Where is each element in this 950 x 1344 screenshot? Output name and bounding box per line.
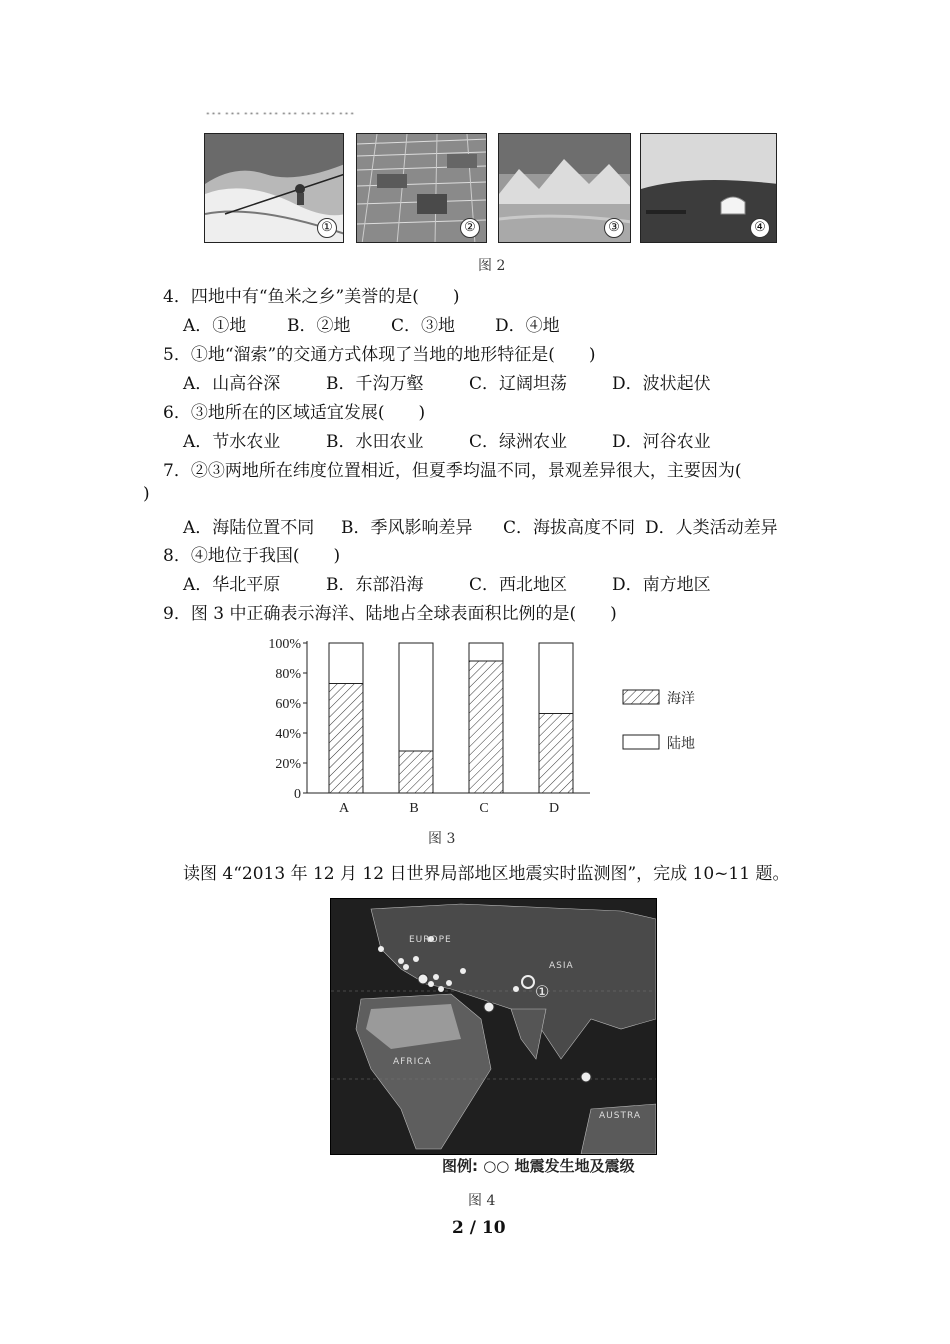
map-marker-1: ① bbox=[535, 982, 550, 1001]
option-c: C．③地 bbox=[391, 316, 456, 336]
option-c: C．海拔高度不同 bbox=[503, 518, 636, 538]
option-d: D．河谷农业 bbox=[612, 432, 711, 452]
option-b: B．东部沿海 bbox=[326, 575, 424, 595]
figure2-photo-3 bbox=[498, 133, 631, 243]
page-number: 2 / 10 bbox=[452, 1218, 506, 1238]
cropped-header-text: …………………… bbox=[205, 100, 357, 114]
legend-label-ocean: 海洋 bbox=[667, 691, 695, 707]
option-a: A．①地 bbox=[183, 316, 247, 336]
figure3-chart bbox=[255, 630, 725, 820]
bar-ocean bbox=[539, 714, 573, 794]
figure3-caption: 图 3 bbox=[428, 831, 456, 847]
question-4-stem: 4．四地中有“鱼米之乡”美誉的是( ) bbox=[163, 287, 460, 307]
question-5-options bbox=[183, 369, 711, 394]
intro-text: 读图 4“2013 年 12 月 12 日世界局部地区地震实时监测图”，完成 10~11 题。 bbox=[183, 864, 790, 884]
option-d: D．南方地区 bbox=[612, 575, 711, 595]
question-7-stem-continued: ) bbox=[143, 484, 150, 504]
figure2-photo-4 bbox=[640, 133, 777, 243]
option-c: C．绿洲农业 bbox=[469, 432, 568, 452]
option-d: D．④地 bbox=[495, 316, 560, 336]
figure2-caption: 图 2 bbox=[478, 258, 506, 274]
question-4-options bbox=[183, 311, 560, 336]
label-asia: ASIA bbox=[549, 961, 574, 971]
option-a: A．山高谷深 bbox=[183, 374, 281, 394]
option-b: B．季风影响差异 bbox=[341, 518, 473, 538]
y-tick-label: 20% bbox=[275, 757, 301, 772]
question-7-options bbox=[183, 513, 778, 538]
question-6-stem: 6．③地所在的区域适宜发展( ) bbox=[163, 403, 426, 423]
x-tick-label: B bbox=[409, 801, 419, 816]
bar-land bbox=[329, 643, 363, 684]
option-b: B．水田农业 bbox=[326, 432, 424, 452]
bar-land bbox=[539, 643, 573, 714]
option-a: A．海陆位置不同 bbox=[183, 518, 315, 538]
option-c: C．西北地区 bbox=[469, 575, 568, 595]
y-tick-label: 60% bbox=[275, 697, 301, 712]
figure2-photo-1 bbox=[204, 133, 344, 243]
bar-land bbox=[469, 643, 503, 661]
legend-swatch-land bbox=[623, 735, 659, 749]
photo-number-1: ① bbox=[317, 218, 337, 238]
question-7-stem: 7．②③两地所在纬度位置相近，但夏季均温不同，景观差异很大，主要因为( bbox=[163, 461, 742, 481]
option-b: B．千沟万壑 bbox=[326, 374, 424, 394]
x-tick-label: D bbox=[548, 801, 560, 816]
option-b: B．②地 bbox=[287, 316, 351, 336]
y-tick-label: 40% bbox=[275, 727, 301, 742]
option-d: D．波状起伏 bbox=[612, 374, 711, 394]
figure4-caption: 图 4 bbox=[468, 1193, 496, 1209]
photo-number-3: ③ bbox=[604, 218, 624, 238]
x-tick-label: C bbox=[479, 801, 489, 816]
option-a: A．节水农业 bbox=[183, 432, 281, 452]
option-a: A．华北平原 bbox=[183, 575, 281, 595]
figure4-legend: 图例: ○○ 地震发生地及震级 bbox=[442, 1157, 635, 1175]
bar-land bbox=[399, 643, 433, 751]
question-8-options bbox=[183, 570, 711, 595]
label-europe: EUROPE bbox=[409, 935, 452, 945]
bar-ocean bbox=[399, 751, 433, 793]
photo-number-2: ② bbox=[460, 218, 480, 238]
bar-ocean bbox=[469, 661, 503, 793]
x-tick-label: A bbox=[338, 801, 350, 816]
option-d: D．人类活动差异 bbox=[645, 518, 778, 538]
photo-number-4: ④ bbox=[750, 218, 770, 238]
label-africa: AFRICA bbox=[393, 1057, 432, 1067]
question-9-stem: 9．图 3 中正确表示海洋、陆地占全球表面积比例的是( ) bbox=[163, 604, 617, 624]
question-5-stem: 5．①地“溜索”的交通方式体现了当地的地形特征是( ) bbox=[163, 345, 596, 365]
legend-label-land: 陆地 bbox=[667, 736, 695, 752]
y-tick-label: 80% bbox=[275, 667, 301, 682]
bar-ocean bbox=[329, 684, 363, 794]
label-australia: AUSTRA bbox=[599, 1111, 641, 1121]
figure4-map bbox=[330, 898, 657, 1155]
legend-swatch-ocean bbox=[623, 690, 659, 704]
y-tick-label: 100% bbox=[268, 637, 301, 652]
figure2-photo-2 bbox=[356, 133, 487, 243]
question-6-options bbox=[183, 427, 711, 452]
y-tick-label: 0 bbox=[294, 787, 301, 802]
question-8-stem: 8．④地位于我国( ) bbox=[163, 546, 341, 566]
option-c: C．辽阔坦荡 bbox=[469, 374, 568, 394]
